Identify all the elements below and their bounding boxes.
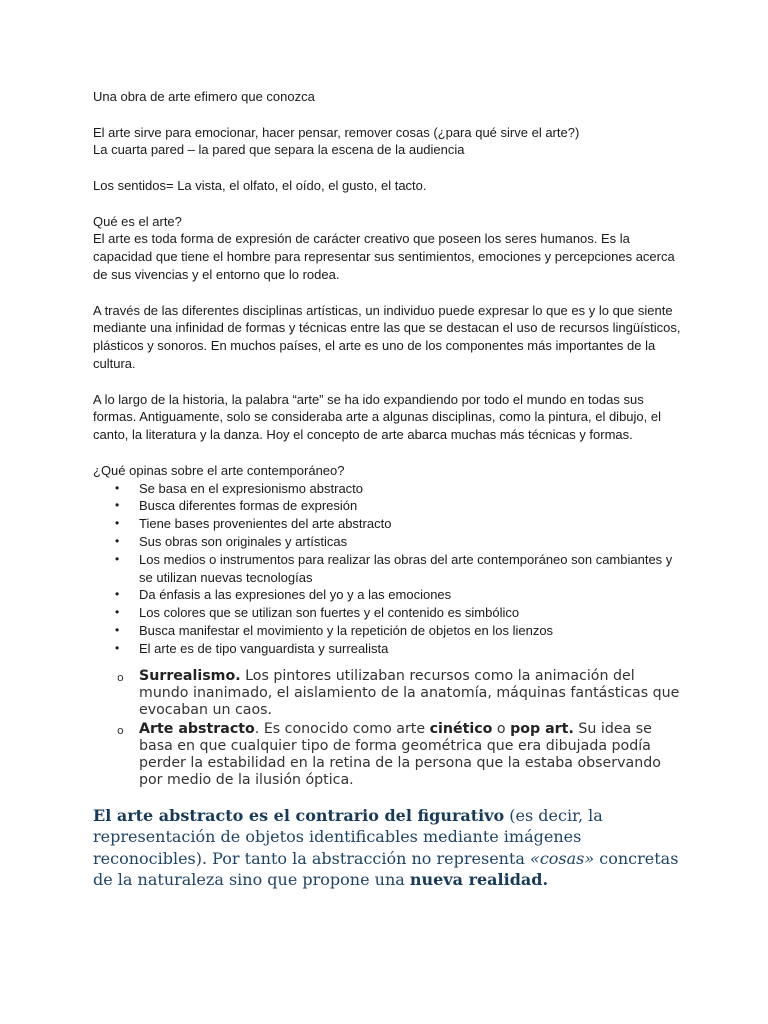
arte-abstracto-term: Arte abstracto — [139, 720, 255, 737]
bullet-icon: • — [115, 640, 120, 655]
bullet-icon: • — [115, 498, 120, 513]
que-es-question: Qué es el arte? — [93, 213, 182, 229]
intro-line-2: El arte sirve para emocionar, hacer pensar, remover cosas (¿para qué sirve el arte?) — [93, 124, 580, 140]
spacer — [93, 159, 683, 177]
bullet-icon: • — [115, 605, 120, 620]
closing-text-1: (es decir, la representación de objetos identificables mediante imágenes reconocibles). Por tanto la abstracción no representa — [93, 805, 603, 868]
bullet-icon: • — [115, 551, 120, 566]
arte-abstracto-text-2: o — [492, 720, 511, 737]
intro-line-4: Los sentidos= La vista, el olfato, el oído, el gusto, el tacto. — [93, 177, 427, 193]
intro-line-1: Una obra de arte efimero que conozca — [93, 89, 315, 104]
spacer — [93, 284, 683, 302]
list-item-text: Sus obras son originales y artísticas — [139, 533, 348, 549]
document-page — [93, 88, 683, 907]
list-item — [93, 497, 683, 515]
spacer — [93, 195, 683, 213]
closing-bold-1: El arte abstracto es el contrario del figurativo — [93, 805, 505, 825]
closing-text-2: concretas de la naturaleza sino que propone una — [93, 848, 679, 889]
list-item-text: Se basa en el expresionismo abstracto — [139, 480, 364, 496]
list-item — [93, 622, 683, 640]
list-item-text: Busca manifestar el movimiento y la repetición de objetos en los lienzos — [139, 622, 554, 638]
list-item-text: Los medios o instrumentos para realizar las obras del arte contemporáneo son cambiantes y se utilizan nuevas tecnologías — [139, 551, 673, 585]
closing-italic: «cosas» — [530, 848, 595, 868]
arte-abstracto-text-1: . Es conocido como arte — [254, 720, 430, 737]
closing-bold-2: nueva realidad. — [409, 870, 549, 889]
circle-bullet-icon: o — [117, 723, 124, 737]
spacer — [93, 373, 683, 391]
bullet-icon: • — [115, 516, 120, 531]
arte-abstracto-item — [93, 721, 683, 789]
list-item — [93, 515, 683, 533]
art-movements-sublist — [93, 668, 683, 789]
circle-bullet-icon: o — [117, 670, 124, 684]
que-es-answer: El arte es toda forma de expresión de carácter creativo que poseen los seres humanos. Es la capacidad que tiene el hombre para representar sus sentimientos, emociones y percepciones acerca de sus vivencias y el entorno que lo rodea. — [93, 231, 675, 282]
surrealismo-item — [93, 668, 683, 719]
pop-art-term: pop art. — [510, 720, 574, 737]
cinetico-term: cinético — [429, 720, 493, 737]
surrealismo-text: Los pintores utilizaban recursos como la animación del mundo inanimado, el aislamiento de la anatomía, máquinas fantásticas que evocaban un caos. — [139, 667, 680, 718]
disciplinas-paragraph: A través de las diferentes disciplinas artísticas, un individuo puede expresar lo que es y lo que siente mediante una infinidad de formas y técnicas entre las que se destacan el uso de recursos lingüísticos, plásticos y sonoros. En muchos países, el arte es uno de los componentes más importantes de la cultura. — [93, 302, 681, 371]
bullet-icon: • — [115, 533, 120, 548]
bullet-icon: • — [115, 587, 120, 602]
spacer — [93, 444, 683, 462]
intro-line-3: La cuarta pared – la pared que separa la escena de la audiencia — [93, 142, 465, 158]
historia-paragraph: A lo largo de la historia, la palabra “arte” se ha ido expandiendo por todo el mundo en todas sus formas. Antiguamente, solo se consideraba arte a algunas disciplinas, como la pintura, el dibujo, el canto, la literatura y la danza. Hoy el concepto de arte abarca muchas más técnicas y formas. — [93, 391, 661, 443]
list-item-text: Los colores que se utilizan son fuertes y el contenido es simbólico — [139, 605, 520, 621]
bullet-icon: • — [115, 622, 120, 637]
list-item — [93, 551, 683, 587]
arte-abstracto-text-3: Su idea se basa en que cualquier tipo de forma geométrica que era dibujada podía perder la estabilidad en la retina de la persona que la estaba observando por medio de la ilusión óptica. — [139, 720, 661, 788]
contemporaneo-bullet-list — [93, 480, 683, 658]
contemporaneo-question: ¿Qué opinas sobre el arte contemporáneo? — [93, 462, 345, 478]
list-item-text: Tiene bases provenientes del arte abstracto — [139, 516, 392, 532]
list-item — [93, 586, 683, 604]
closing-paragraph — [93, 805, 683, 891]
list-item-text: Busca diferentes formas de expresión — [139, 498, 358, 514]
list-item — [93, 604, 683, 622]
spacer — [93, 106, 683, 124]
surrealismo-term: Surrealismo. — [139, 667, 241, 684]
list-item-text: El arte es de tipo vanguardista y surrealista — [139, 640, 389, 656]
bullet-icon: • — [115, 480, 120, 495]
list-item — [93, 640, 683, 658]
list-item — [93, 533, 683, 551]
list-item-text: Da énfasis a las expresiones del yo y a las emociones — [139, 587, 452, 603]
list-item — [93, 480, 683, 498]
